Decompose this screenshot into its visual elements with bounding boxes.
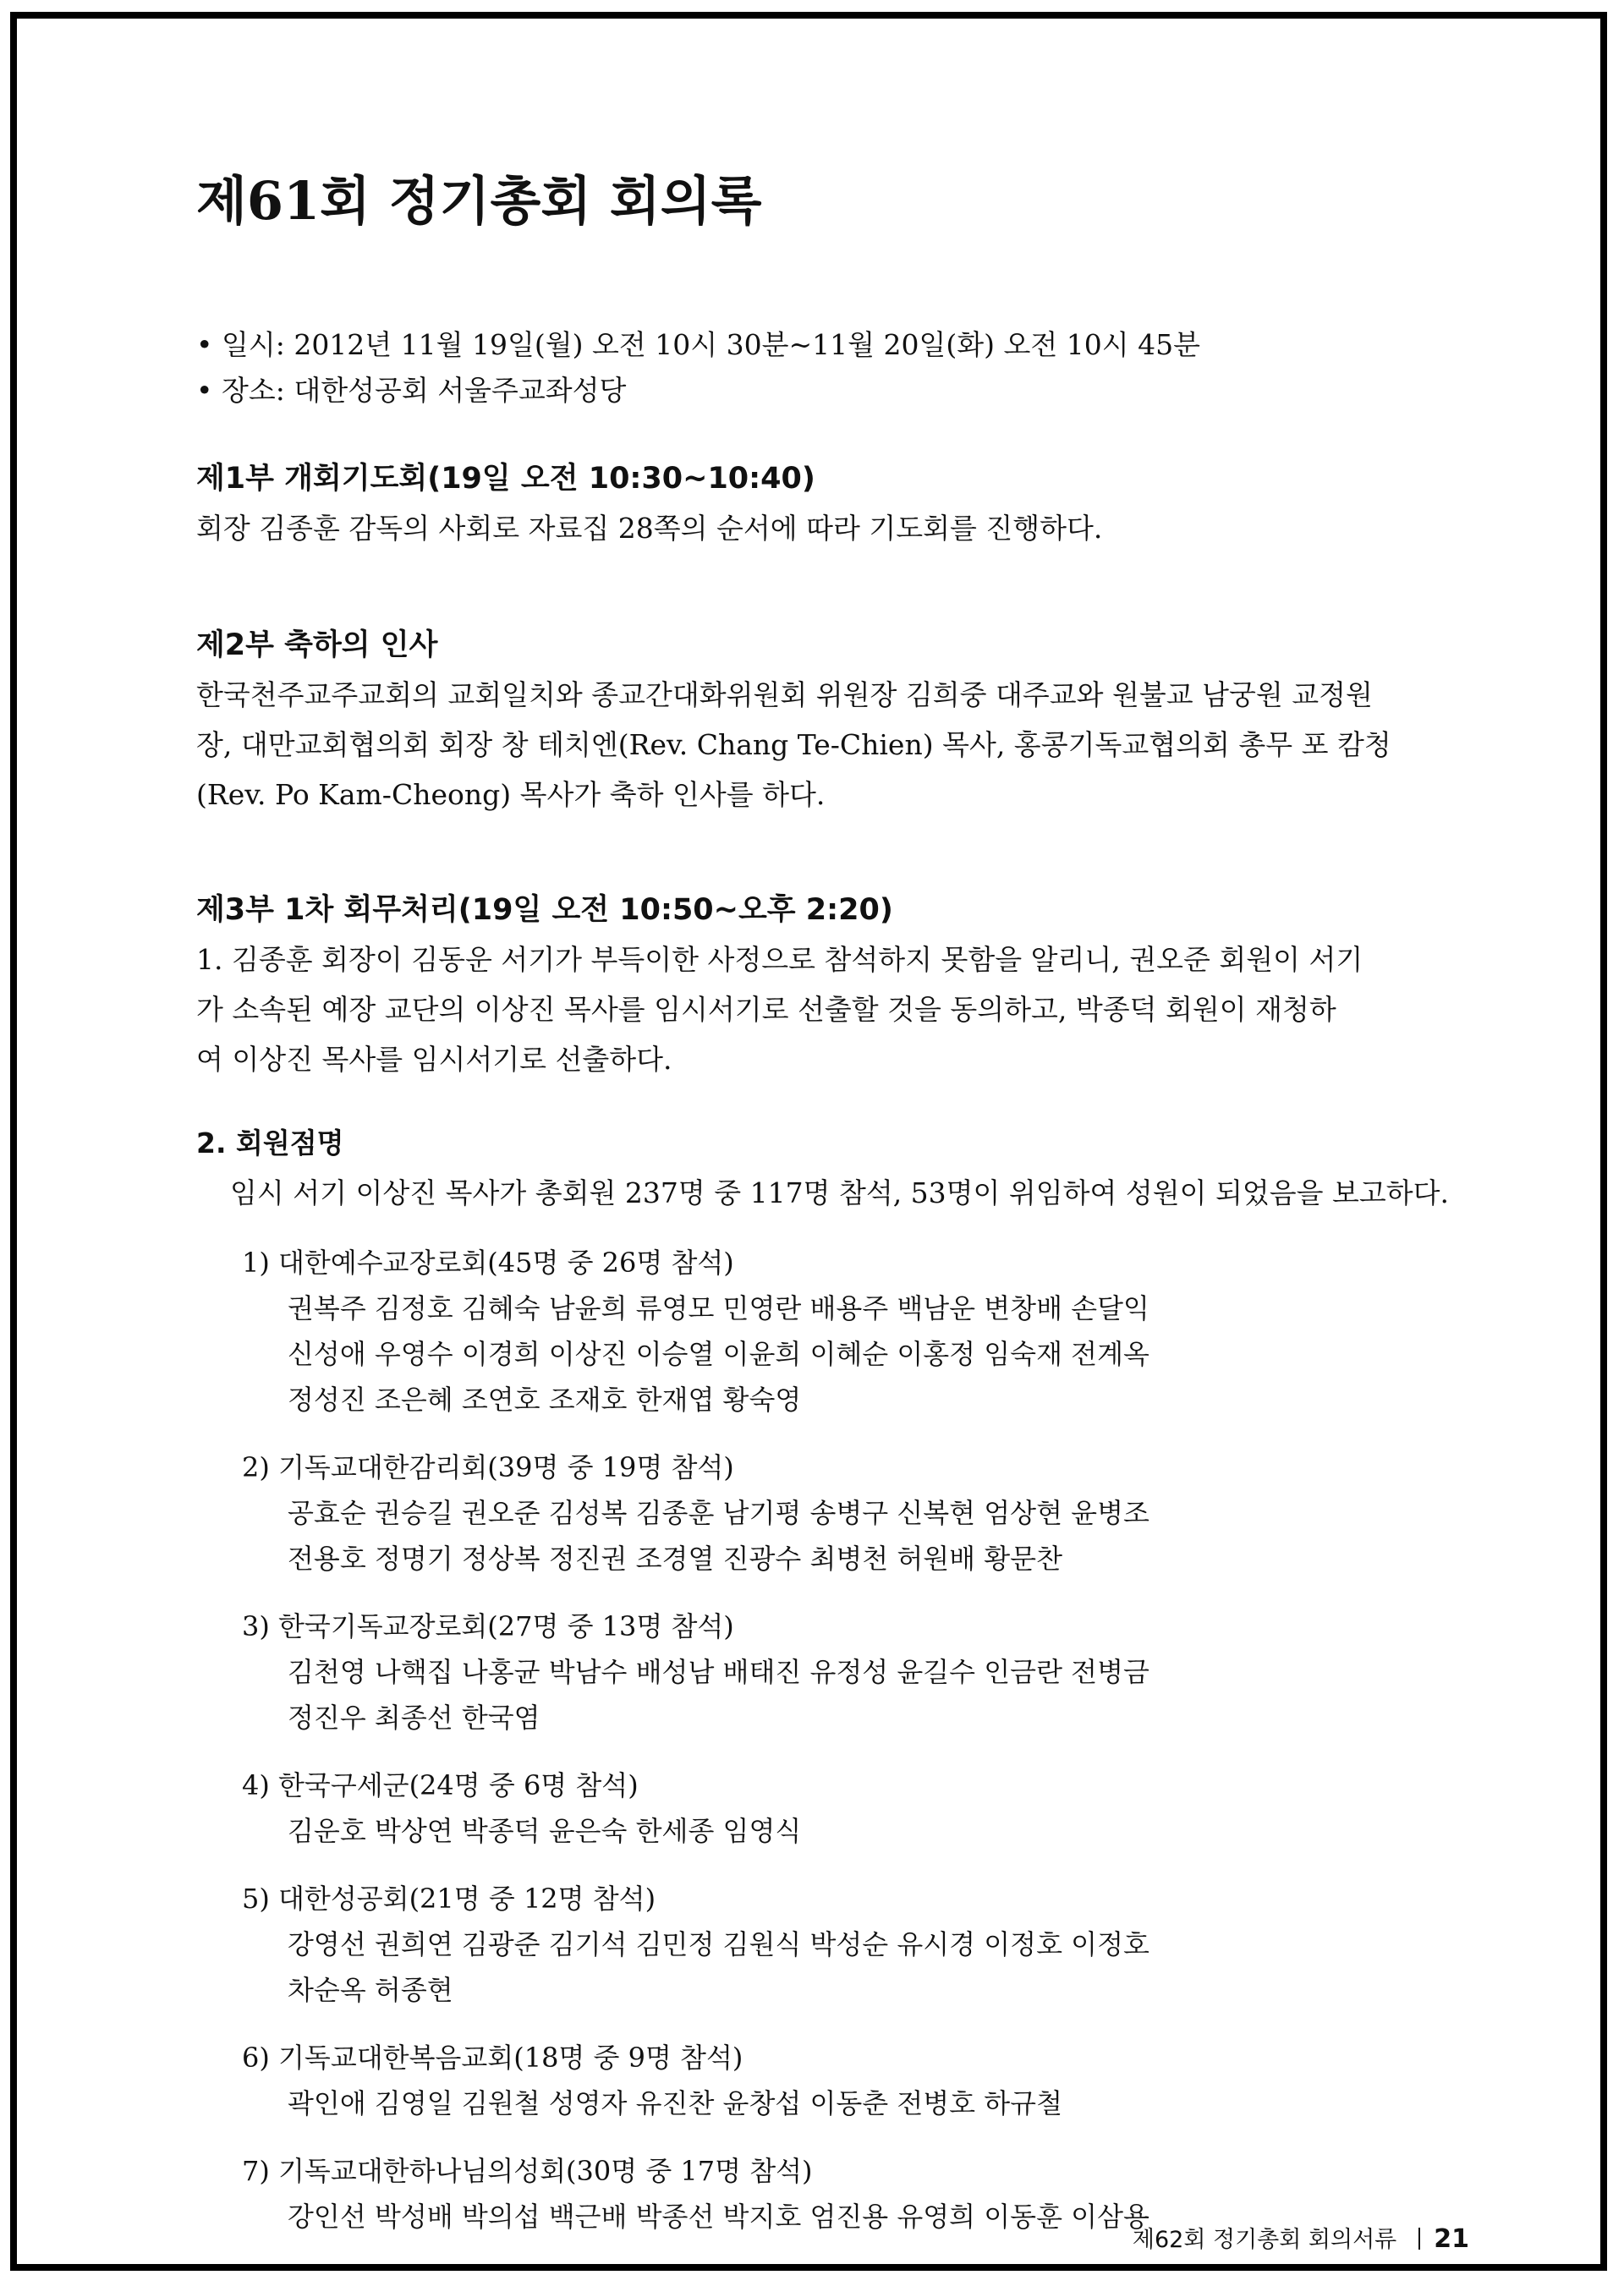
denomination-label: 1) 대한예수교장로회(45명 중 26명 참석) — [242, 1247, 734, 1279]
member-names — [242, 2080, 1490, 2126]
agenda-item-1-line: 1. 김종훈 회장이 김동운 서기가 부득이한 사정으로 참석하지 못함을 알리니, 권오준 회원이 서기 — [196, 943, 1363, 976]
member-line: 강인선 박성배 박의섭 백근배 박종선 박지호 엄진용 유영희 이동훈 이삼용 — [288, 2201, 1149, 2233]
member-line: 신성애 우영수 이경희 이상진 이승열 이윤희 이혜순 이홍정 임숙재 전계옥 — [288, 1338, 1149, 1370]
section-2-body — [196, 670, 1490, 820]
denomination-group — [242, 1603, 1490, 1741]
denomination-label: 7) 기독교대한하나님의성회(30명 중 17명 참석) — [242, 2155, 813, 2187]
denomination-group — [242, 1876, 1490, 2013]
denomination-label: 4) 한국구세군(24명 중 6명 참석) — [242, 1769, 639, 1801]
footer-divider — [1418, 2228, 1420, 2250]
page-footer — [1133, 2221, 1469, 2254]
member-line: 공효순 권승길 권오준 김성복 김종훈 남기평 송병구 신복현 엄상현 윤병조 — [288, 1497, 1149, 1529]
member-line: 강영선 권희연 김광준 김기석 김민정 김원식 박성순 유시경 이정호 이정호 — [288, 1928, 1149, 1960]
section-2-heading: 제2부 축하의 인사 — [196, 628, 438, 662]
member-line: 김운호 박상연 박종덕 윤은숙 한세종 임영식 — [288, 1815, 802, 1847]
section-3 — [196, 885, 1490, 2239]
denomination-label: 5) 대한성공회(21명 중 12명 참석) — [242, 1883, 656, 1915]
denomination-group — [242, 2035, 1490, 2126]
section-2-line: 한국천주교주교회의 교회일치와 종교간대화위원회 위원장 김희중 대주교와 원불교 남궁원 교정원 — [196, 678, 1373, 711]
section-1 — [196, 454, 1490, 553]
section-1-body: 회장 김종훈 감독의 사회로 자료집 28쪽의 순서에 따라 기도회를 진행하다. — [196, 512, 1103, 545]
attendance-list — [196, 1240, 1490, 2239]
section-2-line: (Rev. Po Kam-Cheong) 목사가 축하 인사를 하다. — [196, 778, 826, 811]
section-2-line: 장, 대만교회협의회 회장 창 테치엔(Rev. Chang Te-Chien) 목사, 홍콩기독교협의회 총무 포 캄청 — [196, 728, 1391, 761]
meeting-date: • 일시: 2012년 11월 19일(월) 오전 10시 30분~11월 20일(화) 오전 10시 45분 — [196, 328, 1200, 361]
member-names — [242, 1286, 1490, 1423]
member-names — [242, 1649, 1490, 1741]
footer-document-title: 제62회 정기총회 회의서류 — [1132, 2227, 1397, 2253]
title-prefix: 제61회 — [196, 170, 389, 232]
document-body — [196, 170, 1490, 2239]
member-names — [242, 1808, 1490, 1854]
agenda-item-1-line: 가 소속된 예장 교단의 이상진 목사를 임시서기로 선출할 것을 동의하고, 박종덕 회원이 재청하 — [196, 993, 1336, 1026]
page-title — [196, 170, 1490, 232]
title-suffix: 회의록 — [591, 170, 762, 232]
page-frame — [10, 12, 1607, 2271]
section-2 — [196, 621, 1490, 820]
denomination-label: 6) 기독교대한복음교회(18명 중 9명 참석) — [242, 2042, 743, 2074]
denomination-label: 2) 기독교대한감리회(39명 중 19명 참석) — [242, 1451, 734, 1483]
member-line: 차순옥 허종현 — [288, 1974, 453, 2006]
member-names — [242, 1490, 1490, 1582]
agenda-item-2-body: 임시 서기 이상진 목사가 총회원 237명 중 117명 참석, 53명이 위임하여 성원이 되었음을 보고하다. — [230, 1176, 1450, 1209]
member-names — [242, 1921, 1490, 2013]
meeting-place: • 장소: 대한성공회 서울주교좌성당 — [196, 374, 627, 407]
denomination-group — [242, 1445, 1490, 1582]
agenda-item-2 — [196, 1118, 1490, 1218]
page-number: 21 — [1434, 2224, 1469, 2254]
denomination-group — [242, 1762, 1490, 1854]
meeting-info — [196, 322, 1490, 414]
member-line: 전용호 정명기 정상복 정진권 조경열 진광수 최병천 허원배 황문찬 — [288, 1543, 1063, 1575]
agenda-item-2-title: 2. 회원점명 — [196, 1127, 344, 1159]
agenda-item-1 — [196, 935, 1490, 1084]
member-line: 곽인애 김영일 김원철 성영자 유진찬 윤창섭 이동춘 전병호 하규철 — [288, 2087, 1063, 2119]
denomination-label: 3) 한국기독교장로회(27명 중 13명 참석) — [242, 1610, 734, 1642]
agenda-item-1-line: 여 이상진 목사를 임시서기로 선출하다. — [196, 1043, 672, 1076]
denomination-group — [242, 1240, 1490, 1423]
member-line: 김천영 나핵집 나홍균 박남수 배성남 배태진 유정성 윤길수 인금란 전병금 — [288, 1656, 1149, 1688]
member-line: 정진우 최종선 한국염 — [288, 1702, 540, 1734]
section-1-heading: 제1부 개회기도회(19일 오전 10:30~10:40) — [196, 462, 815, 496]
member-line: 권복주 김정호 김혜숙 남윤희 류영모 민영란 배용주 백남운 변창배 손달익 — [288, 1292, 1149, 1324]
member-line: 정성진 조은혜 조연호 조재호 한재엽 황숙영 — [288, 1384, 802, 1416]
title-bold: 정기총회 — [388, 170, 592, 232]
section-3-heading: 제3부 1차 회무처리(19일 오전 10:50~오후 2:20) — [196, 893, 893, 927]
